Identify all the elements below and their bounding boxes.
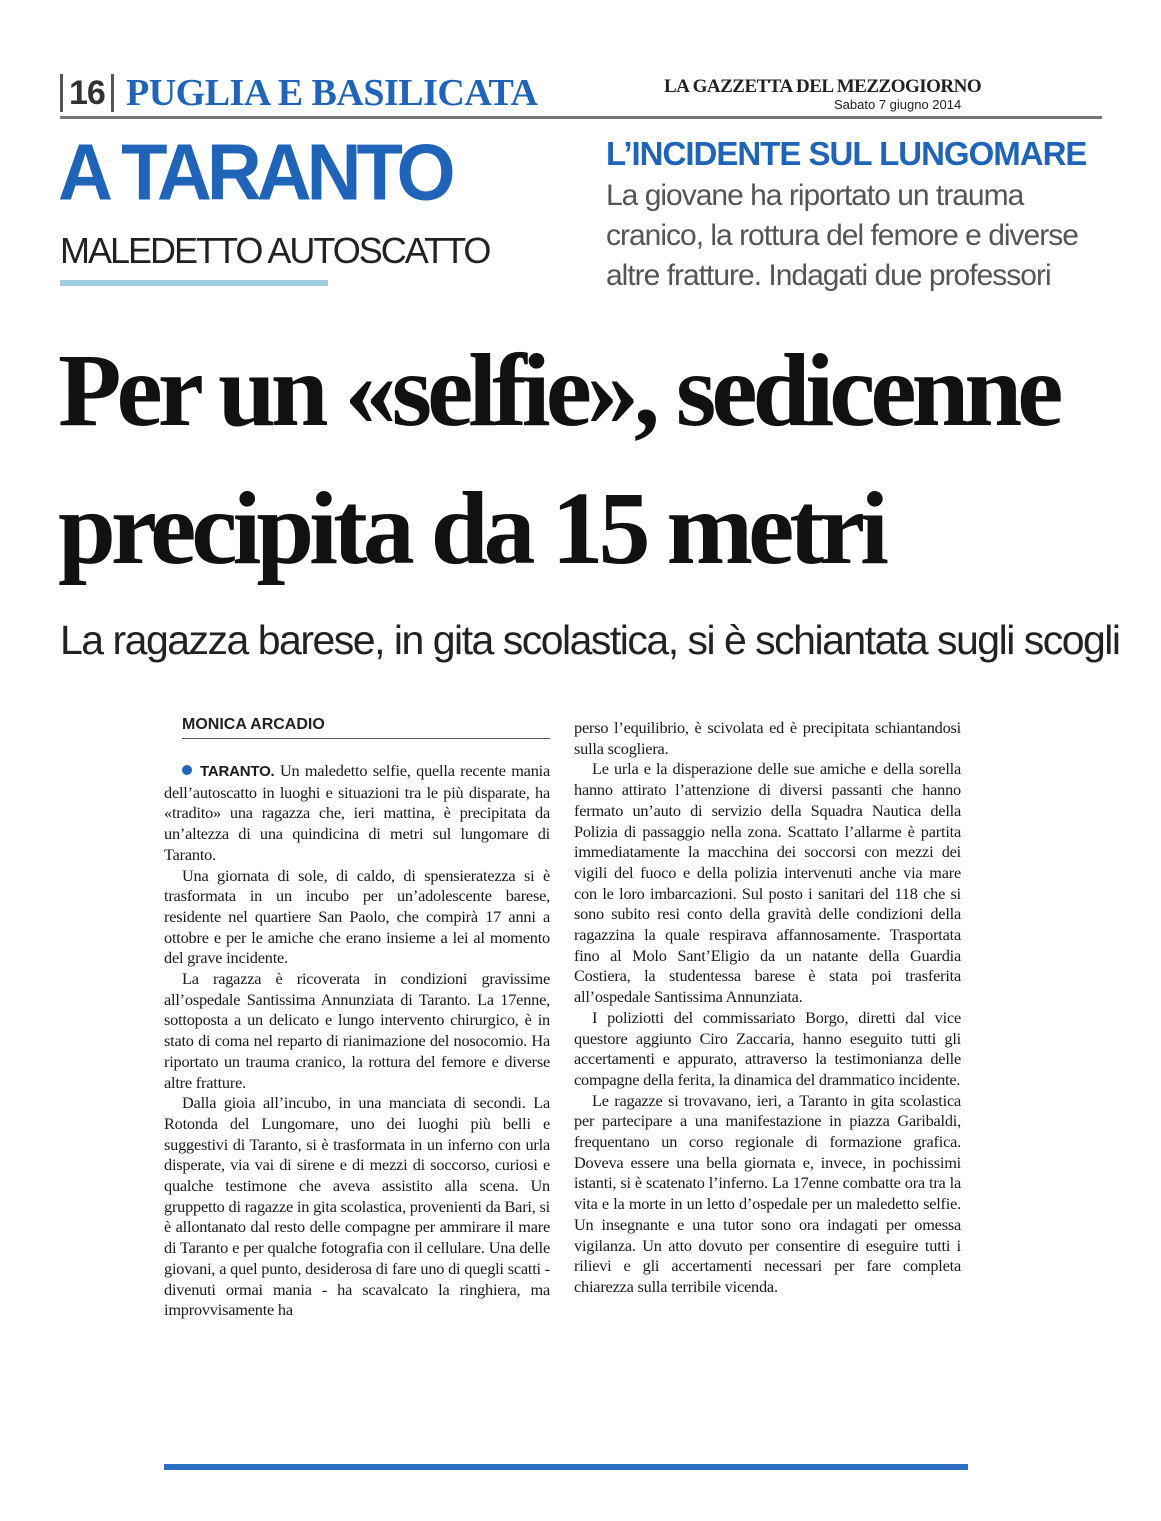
article-column-left [164, 761, 550, 1321]
article-paragraph: I poliziotti del commissariato Borgo, diretti dal vice questore aggiunto Ciro Zaccaria, hanno eseguito tutti gli accertamenti e appurato, attraverso la testimonianza delle compagne della ferita, la dinamica del drammatico incidente. [574, 1007, 961, 1089]
article-paragraph: La ragazza è ricoverata in condizioni gravissime all’ospedale Santissima Annunziata di Taranto. La 17enne, sottoposta a un delicato e lungo intervento chirurgico, è in stato di coma nel reparto di rianimazione del nosocomio. Ha riportato un trauma cranico, la rottura del femore e diverse altre fratture. [164, 969, 550, 1092]
dateline: TARANTO. [200, 763, 275, 780]
article-paragraph: Dalla gioia all’incubo, in una manciata di secondi. La Rotonda del Lungomare, uno dei luoghi più belli e suggestivi di Taranto, si è trasformata in un inferno con urla disperate, via vai di sirene e di mezzi di soccorso, curiosi e qualche testimone che aveva assistito alla scena. Un gruppetto di ragazze in gita scolastica, provenienti da Bari, si è allontanato dal resto delle compagne per ammirare il mare di Taranto e per qualche fotografia con il cellulare. Una delle giovani, a quel punto, desiderosa di fare uno di quegli scatti - divenuti ormai mania - ha scavalcato la ringhiera, ma improvvisamente ha [164, 1093, 550, 1320]
article-paragraph: perso l’equilibrio, è scivolata ed è precipitata schiantandosi sulla scogliera. [574, 718, 961, 758]
header-divider [60, 116, 1102, 119]
city-kicker: A TARANTO [58, 128, 451, 218]
subheadline: La ragazza barese, in gita scolastica, si è schiantata sugli scogli [60, 617, 1120, 663]
article-paragraph-lead [164, 761, 550, 866]
issue-date: Sabato 7 giugno 2014 [834, 97, 962, 112]
article-paragraph: Le urla e la disperazione delle sue amiche e della sorella hanno attirato l’attenzione di diversi passanti che hanno fermato un’auto di servizio della Squadra Nautica della Polizia di passaggio nella zona. Scattato l’allarme è partita immediatamente la macchina dei soccorsi con mezzi dei vigili del fuoco e della polizia intervenuti anche via mare con le loro imbarcazioni. Sul posto i sanitari del 118 che si sono subito resi conto della gravità delle condizioni della ragazzina la quale respirava affannosamente. Trasportata fino al Molo Sant’Eligio da un natante della Guardia Costiera, la studentessa barese è stata poi trasferita all’ospedale Santissima Annunziata. [574, 759, 961, 1007]
byline: MONICA ARCADIO [182, 716, 325, 733]
newspaper-masthead: LA GAZZETTA DEL MEZZOGIORNO [664, 76, 982, 97]
byline-divider [182, 738, 550, 739]
footer-divider [164, 1464, 968, 1470]
kicker-underline [60, 280, 328, 286]
section-title: PUGLIA E BASILICATA [126, 72, 538, 114]
incident-summary: La giovane ha riportato un trauma cranico, la rottura del femore e diverse altre fratture. Indagati due professori [606, 179, 1078, 292]
lead-text: Un maledetto selfie, quella recente mania dell’autoscatto in luoghi e situazioni tra le più disparate, ha «tradito» una ragazza che, ieri mattina, è precipitata da un’altezza di una quindicina di metri sul lungomare di Taranto. [164, 761, 550, 864]
incident-kicker: L’INCIDENTE SUL LUNGOMARE [606, 135, 1087, 172]
article-paragraph: Le ragazze si trovavano, ieri, a Taranto in gita scolastica per partecipare a una manifestazione in piazza Garibaldi, frequentano un corso regionale di formazione grafica. Doveva essere una bella giornata e, invece, in pochissimi istanti, si è scatenato l’inferno. La 17enne combatte ora tra la vita e la morte in un letto d’ospedale per un maledetto selfie. Un insegnante e una tutor sono ora indagati per omessa vigilanza. Un atto dovuto per consentire di eseguire tutti i rilievi e gli accertamenti necessari per fare completa chiarezza sulla terribile vicenda. [574, 1090, 961, 1296]
article-column-right [574, 718, 961, 1298]
article-paragraph: Una giornata di sole, di caldo, di spensieratezza si è trasformata in un incubo per un’adolescente barese, residente nel quartiere San Paolo, che compirà 17 anni a ottobre e per le amiche che erano insieme a lei al momento del grave incidente. [164, 865, 550, 968]
bullet-dot-icon [182, 765, 192, 775]
headline: Per un «selfie», sedicenne precipita da 15 metri [58, 333, 1059, 586]
page-number: 16 [60, 74, 114, 112]
city-subkicker: MALEDETTO AUTOSCATTO [60, 230, 490, 271]
